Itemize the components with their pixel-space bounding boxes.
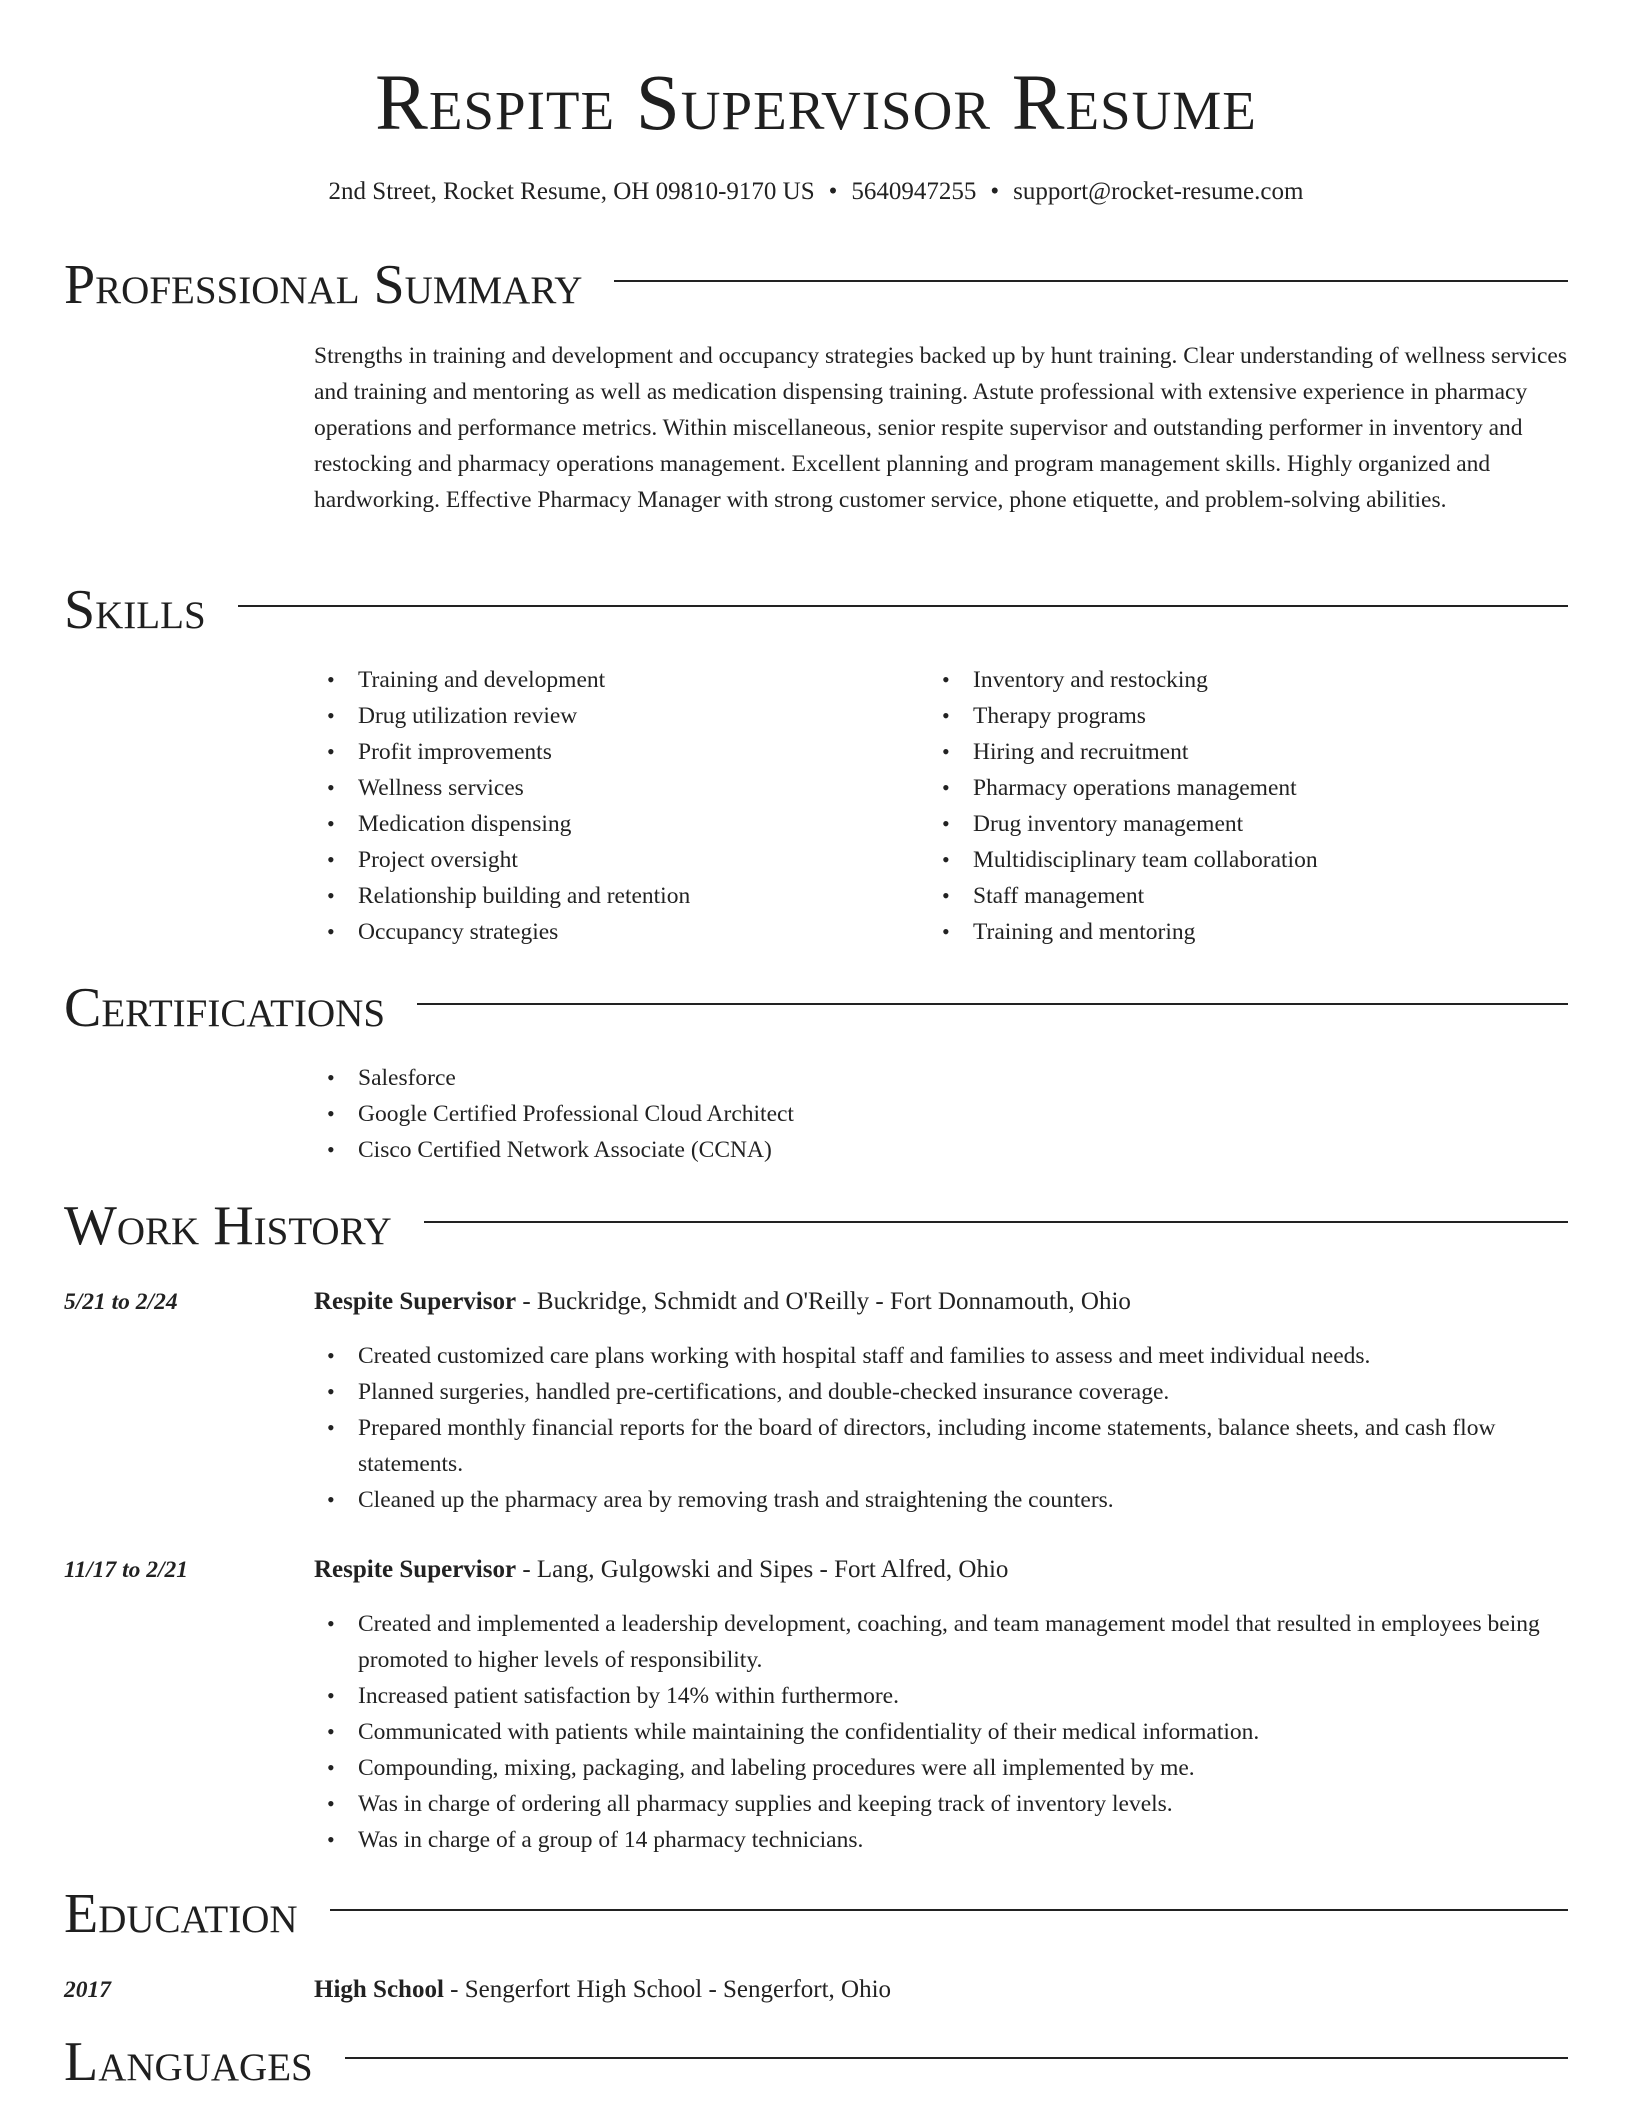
skill-item: • Profit improvements bbox=[314, 734, 914, 770]
section-title-skills: Skills bbox=[64, 579, 206, 641]
job-bullets bbox=[314, 1338, 1568, 1518]
contact-address: 2nd Street, Rocket Resume, OH 09810-9170 US bbox=[328, 178, 815, 205]
skills-list-left bbox=[314, 662, 914, 950]
section-header-summary bbox=[64, 253, 1568, 317]
skills-list-right bbox=[929, 662, 1549, 950]
job-bullets bbox=[314, 1606, 1568, 1858]
job-heading bbox=[314, 1284, 1568, 1320]
contact-email[interactable]: support@rocket-resume.com bbox=[1013, 178, 1304, 205]
job-bullet: • Communicated with patients while maintaining the confidentiality of their medical information. bbox=[314, 1714, 1568, 1750]
skill-item: • Multidisciplinary team collaboration bbox=[929, 842, 1549, 878]
section-header-education bbox=[64, 1882, 1568, 1946]
job-bullet: • Planned surgeries, handled pre-certifications, and double-checked insurance coverage. bbox=[314, 1374, 1568, 1410]
section-header-work-history bbox=[64, 1194, 1568, 1258]
skill-item: • Pharmacy operations management bbox=[929, 770, 1549, 806]
section-header-languages bbox=[64, 2030, 1568, 2094]
education-year: 2017 bbox=[64, 1977, 111, 2003]
section-title-languages: Languages bbox=[64, 2031, 313, 2093]
section-divider bbox=[330, 1909, 1568, 1911]
skill-item: • Medication dispensing bbox=[314, 806, 914, 842]
section-divider bbox=[424, 1221, 1568, 1223]
certification-item: • Google Certified Professional Cloud Architect bbox=[314, 1096, 1568, 1132]
job-bullet: • Created and implemented a leadership development, coaching, and team management model that resulted in employees being promoted to higher levels of responsibility. bbox=[314, 1606, 1568, 1678]
job-bullet: • Compounding, mixing, packaging, and labeling procedures were all implemented by me. bbox=[314, 1750, 1568, 1786]
job-role: Respite Supervisor bbox=[314, 1556, 517, 1583]
section-divider bbox=[417, 1003, 1568, 1005]
skill-item: • Inventory and restocking bbox=[929, 662, 1549, 698]
skill-item: • Therapy programs bbox=[929, 698, 1549, 734]
job-employer: - Lang, Gulgowski and Sipes - Fort Alfred, Ohio bbox=[516, 1556, 1009, 1583]
certifications-list bbox=[314, 1060, 1568, 1168]
job-bullet: • Was in charge of a group of 14 pharmacy technicians. bbox=[314, 1822, 1568, 1858]
section-divider bbox=[614, 280, 1568, 282]
section-title-summary: Professional Summary bbox=[64, 254, 583, 316]
section-divider bbox=[238, 605, 1568, 607]
job-bullet: • Cleaned up the pharmacy area by removing trash and straightening the counters. bbox=[314, 1482, 1568, 1518]
skill-item: • Hiring and recruitment bbox=[929, 734, 1549, 770]
skill-item: • Training and mentoring bbox=[929, 914, 1549, 950]
skill-item: • Wellness services bbox=[314, 770, 914, 806]
skill-item: • Relationship building and retention bbox=[314, 878, 914, 914]
contact-phone[interactable]: 5640947255 bbox=[851, 178, 977, 205]
education-entry bbox=[314, 1972, 1568, 2008]
contact-line bbox=[64, 174, 1568, 210]
skill-item: • Project oversight bbox=[314, 842, 914, 878]
section-title-certifications: Certifications bbox=[64, 977, 386, 1039]
skill-item: • Occupancy strategies bbox=[314, 914, 914, 950]
certification-item: • Salesforce bbox=[314, 1060, 1568, 1096]
job-role: Respite Supervisor bbox=[314, 1288, 517, 1315]
skill-item: • Drug utilization review bbox=[314, 698, 914, 734]
resume-page bbox=[64, 0, 1568, 2112]
education-school: - Sengerfort High School - Sengerfort, Ohio bbox=[443, 1976, 892, 2003]
skill-item: • Drug inventory management bbox=[929, 806, 1549, 842]
job-bullet: • Was in charge of ordering all pharmacy supplies and keeping track of inventory levels. bbox=[314, 1786, 1568, 1822]
section-title-work-history: Work History bbox=[64, 1195, 392, 1257]
job-dates: 11/17 to 2/21 bbox=[64, 1557, 189, 1583]
resume-title: Respite Supervisor Resume bbox=[375, 60, 1257, 147]
section-divider bbox=[345, 2057, 1568, 2059]
summary-text: Strengths in training and development and occupancy strategies backed up by hunt training. Clear understanding of wellness services and training and mentoring as well as medication dispensing training. Astute professional with extensive experience in pharmacy operations and performance metrics. Within miscellaneous, senior respite supervisor and outstanding performer in inventory and restocking and pharmacy operations management. Excellent planning and program management skills. Highly organized and hardworking. Effective Pharmacy Manager with strong customer service, phone etiquette, and problem-solving abilities. bbox=[314, 343, 1567, 513]
contact-separator: • bbox=[990, 178, 1000, 205]
certification-item: • Cisco Certified Network Associate (CCNA) bbox=[314, 1132, 1568, 1168]
job-heading bbox=[314, 1552, 1568, 1588]
job-dates: 5/21 to 2/24 bbox=[64, 1289, 178, 1315]
job-bullet: • Created customized care plans working with hospital staff and families to assess and meet individual needs. bbox=[314, 1338, 1568, 1374]
contact-separator: • bbox=[828, 178, 838, 205]
section-header-certifications bbox=[64, 976, 1568, 1040]
job-bullet: • Prepared monthly financial reports for the board of directors, including income statements, balance sheets, and cash flow statements. bbox=[314, 1410, 1568, 1482]
job-employer: - Buckridge, Schmidt and O'Reilly - Fort Donnamouth, Ohio bbox=[516, 1288, 1131, 1315]
skill-item: • Training and development bbox=[314, 662, 914, 698]
section-header-skills bbox=[64, 578, 1568, 642]
skill-item: • Staff management bbox=[929, 878, 1549, 914]
education-degree: High School bbox=[314, 1976, 444, 2003]
section-title-education: Education bbox=[64, 1883, 298, 1945]
job-bullet: • Increased patient satisfaction by 14% within furthermore. bbox=[314, 1678, 1568, 1714]
